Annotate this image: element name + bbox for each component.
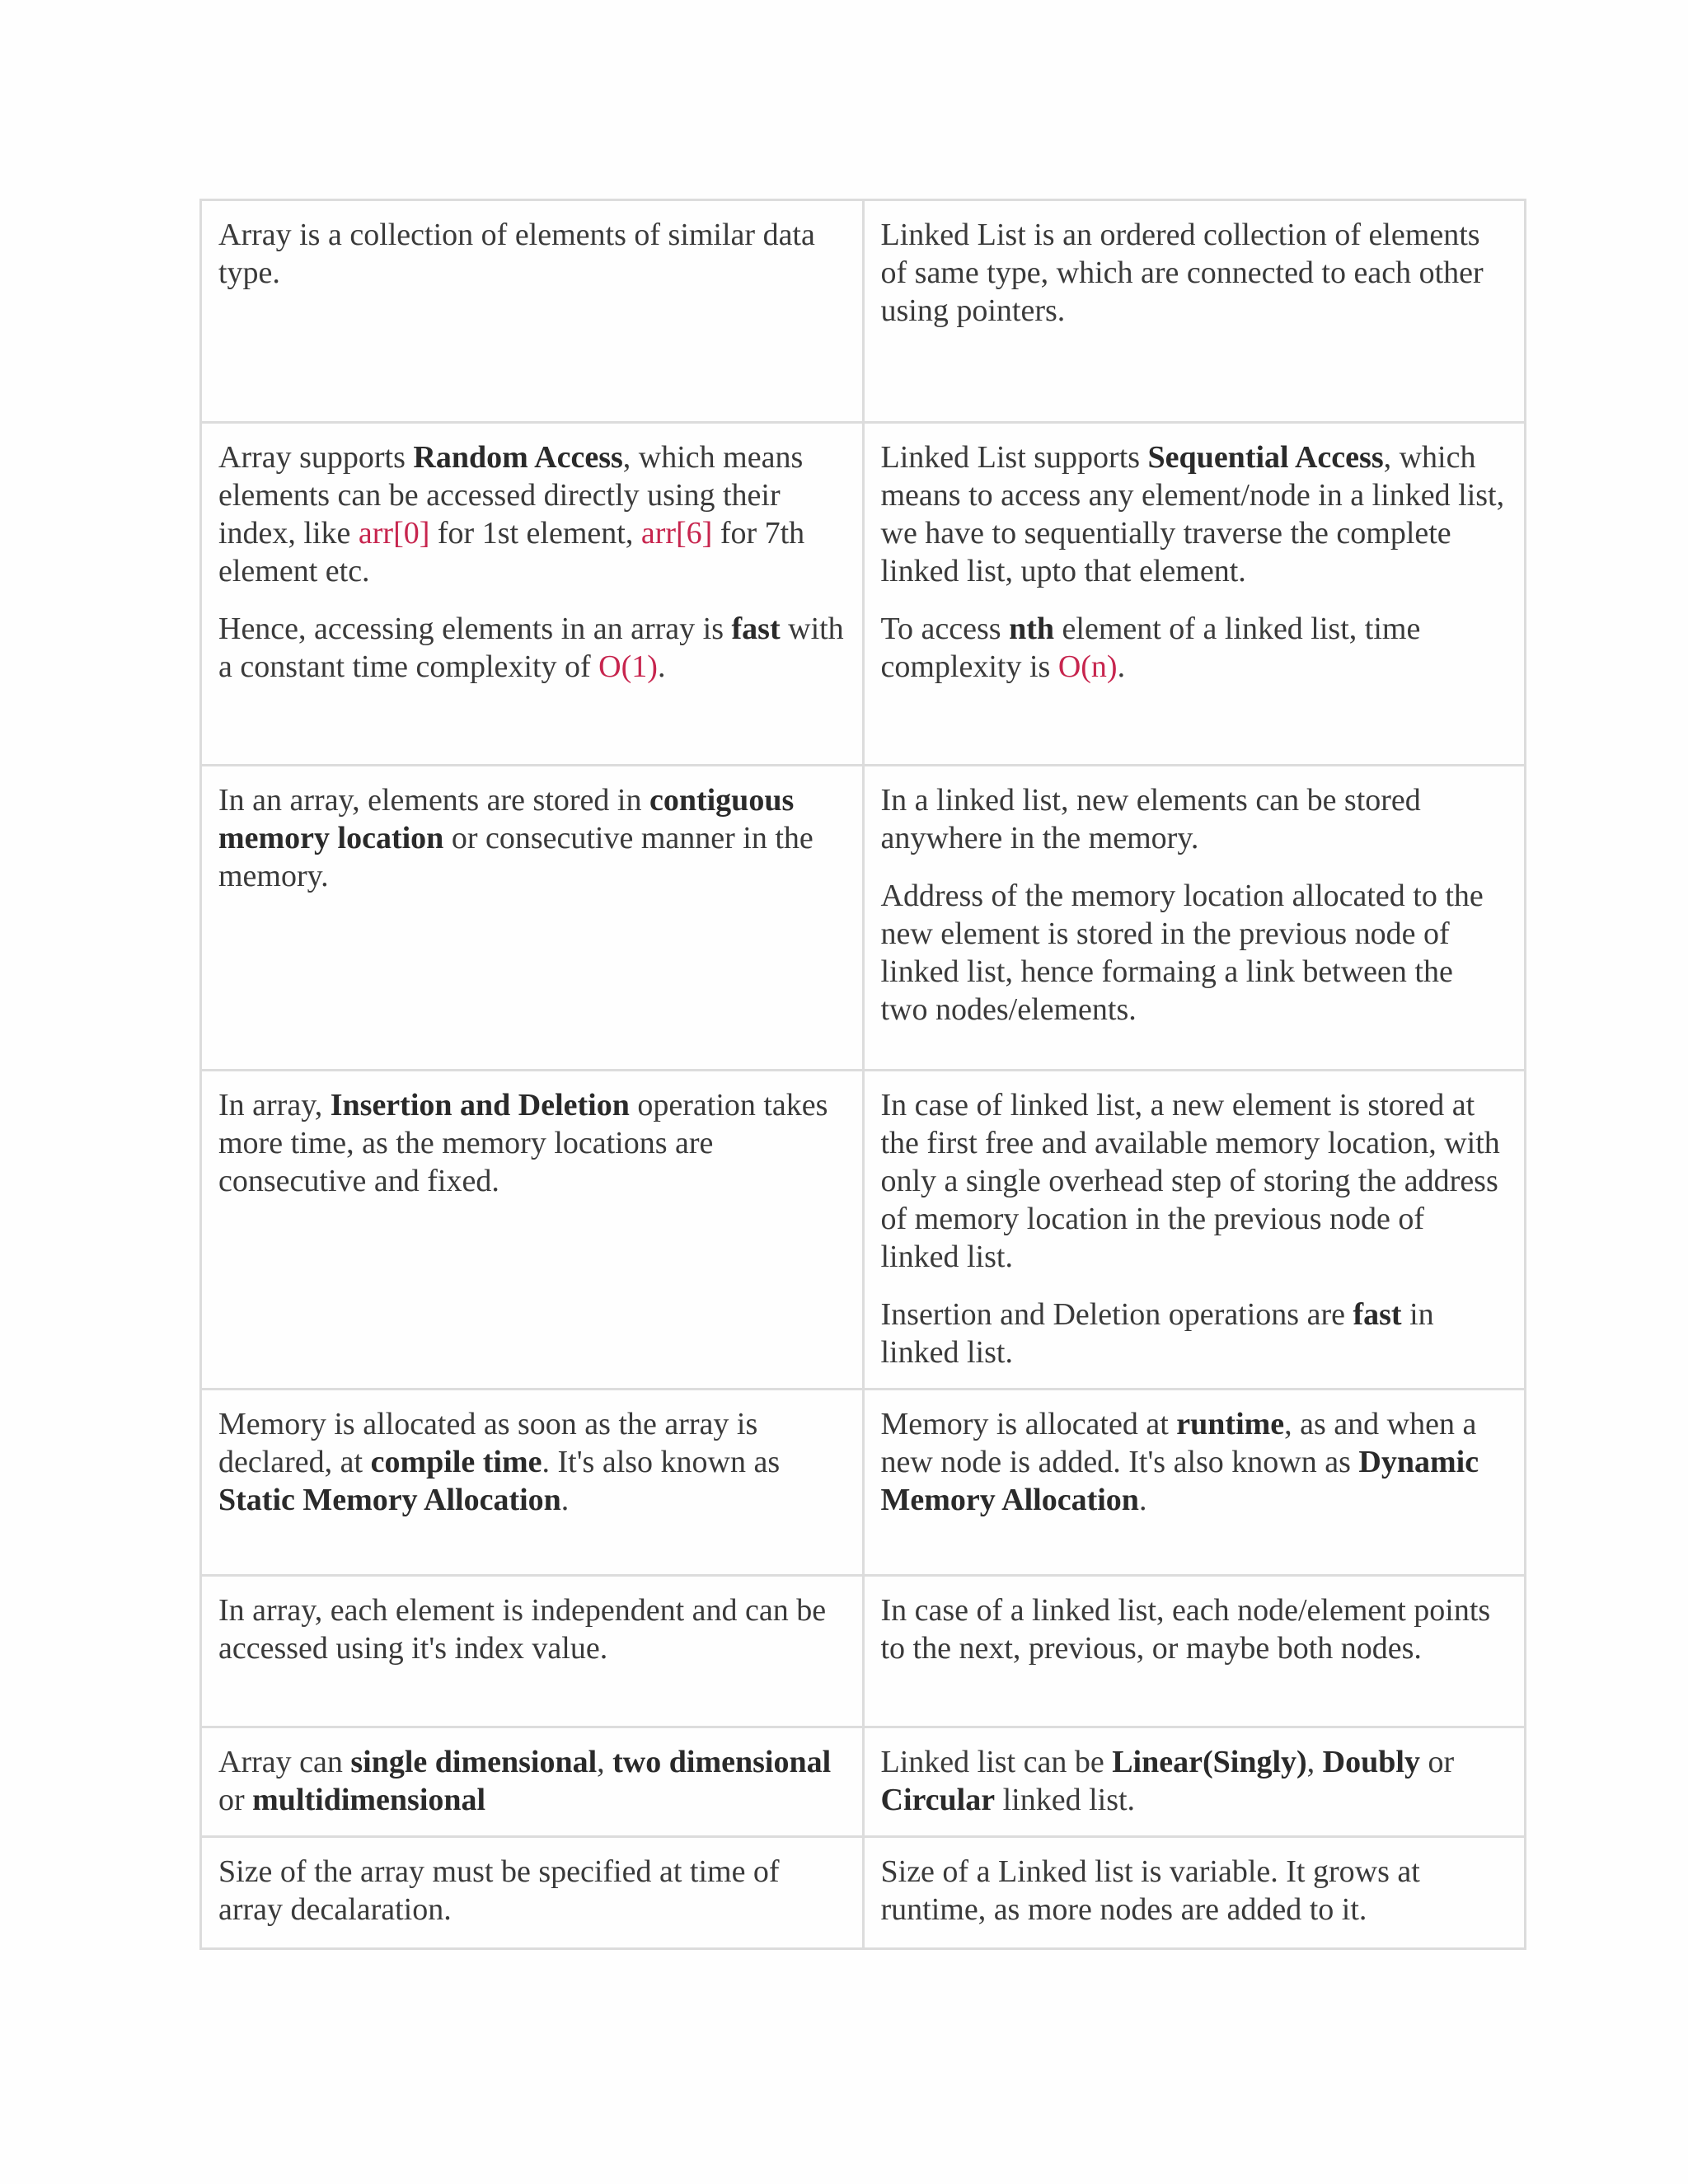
array-cell xyxy=(201,1837,864,1949)
cell-paragraph xyxy=(218,1853,846,1929)
text-segment: for 7th element etc. xyxy=(218,516,805,588)
bold-term: Random Access xyxy=(413,440,623,475)
cell-paragraph xyxy=(881,1743,1508,1819)
text-segment: , which means elements can be accessed directly using their index, like xyxy=(218,440,804,551)
cell-paragraph xyxy=(881,1591,1508,1667)
text-segment: , xyxy=(597,1745,613,1779)
text-segment: . xyxy=(560,1483,570,1517)
text-segment: , which means to access any element/node in a linked list, we have to sequentially traverse the complete linked list, upto that element. xyxy=(880,440,1505,588)
cell-paragraph xyxy=(218,1086,846,1200)
text-segment: with a constant time complexity of xyxy=(218,612,844,684)
text-segment: linked list. xyxy=(995,1783,1136,1817)
array-cell xyxy=(201,1576,864,1727)
linked-list-cell xyxy=(863,1390,1526,1576)
bold-term: multidimensional xyxy=(252,1783,486,1817)
text-segment: Size of the array must be specified at time of array decalaration. xyxy=(218,1854,780,1927)
cell-paragraph xyxy=(218,216,846,292)
linked-list-cell xyxy=(863,766,1526,1071)
cell-paragraph xyxy=(881,216,1508,330)
text-segment: Array is a collection of elements of similar data type. xyxy=(218,218,815,290)
code-text: arr[0] xyxy=(358,516,430,551)
array-cell xyxy=(201,766,864,1071)
text-segment: In an array, elements are stored in xyxy=(218,783,649,818)
array-cell xyxy=(201,1071,864,1390)
text-segment: In array, each element is independent and can be accessed using it's index value. xyxy=(218,1593,827,1666)
text-segment: or xyxy=(218,1783,253,1817)
bold-term: fast xyxy=(731,612,781,646)
text-segment: Linked List is an ordered collection of elements of same type, which are connected to each other using pointers. xyxy=(880,218,1484,328)
cell-paragraph xyxy=(881,610,1508,686)
table-row xyxy=(201,1071,1526,1390)
bold-term: single dimensional xyxy=(350,1745,598,1779)
cell-paragraph xyxy=(881,438,1508,590)
text-segment: Insertion and Deletion operations are xyxy=(880,1297,1353,1332)
table-row xyxy=(201,1727,1526,1837)
text-segment: Hence, accessing elements in an array is xyxy=(218,612,732,646)
text-segment: in linked list. xyxy=(880,1297,1434,1370)
table-row xyxy=(201,423,1526,766)
cell-paragraph xyxy=(881,877,1508,1029)
linked-list-cell xyxy=(863,1727,1526,1837)
bold-term: Static Memory Allocation xyxy=(218,1483,561,1517)
text-segment: . It's also known as xyxy=(542,1445,781,1479)
linked-list-cell xyxy=(863,1071,1526,1390)
text-segment: Array supports xyxy=(218,440,414,475)
text-segment: Array can xyxy=(218,1745,351,1779)
bold-term: contiguous memory location xyxy=(218,783,795,855)
array-cell xyxy=(201,423,864,766)
linked-list-cell xyxy=(863,200,1526,423)
cell-paragraph xyxy=(881,1086,1508,1276)
linked-list-cell xyxy=(863,1837,1526,1949)
cell-paragraph xyxy=(218,438,846,590)
text-segment: , as and when a new node is added. It's also known as xyxy=(880,1407,1477,1479)
bold-term: Dynamic Memory Allocation xyxy=(880,1445,1479,1517)
text-segment: operation takes more time, as the memory locations are consecutive and fixed. xyxy=(218,1088,828,1198)
bold-term: Linear(Singly) xyxy=(1112,1745,1307,1779)
bold-term: compile time xyxy=(370,1445,542,1479)
text-segment: Memory is allocated as soon as the array is declared, at xyxy=(218,1407,758,1479)
text-segment: for 1st element, xyxy=(429,516,641,551)
table-row xyxy=(201,1390,1526,1576)
text-segment: To access xyxy=(880,612,1010,646)
cell-paragraph xyxy=(881,781,1508,857)
linked-list-cell xyxy=(863,423,1526,766)
bold-term: runtime xyxy=(1176,1407,1285,1441)
text-segment: element of a linked list, time complexity is xyxy=(880,612,1421,684)
array-cell xyxy=(201,1390,864,1576)
comparison-table-body xyxy=(201,200,1526,1949)
text-segment: Linked List supports xyxy=(880,440,1148,475)
text-segment: or consecutive manner in the memory. xyxy=(218,821,814,893)
code-text: O(1) xyxy=(598,649,658,684)
text-segment: or xyxy=(1419,1745,1455,1779)
bold-term: Insertion and Deletion xyxy=(330,1088,630,1122)
text-segment: Linked list can be xyxy=(880,1745,1113,1779)
cell-paragraph xyxy=(218,610,846,686)
comparison-table xyxy=(199,199,1526,1950)
text-segment: In a linked list, new elements can be stored anywhere in the memory. xyxy=(880,783,1421,855)
text-segment: In case of a linked list, each node/element points to the next, previous, or maybe both nodes. xyxy=(880,1593,1491,1666)
array-cell xyxy=(201,1727,864,1837)
linked-list-cell xyxy=(863,1576,1526,1727)
cell-paragraph xyxy=(881,1405,1508,1519)
table-row xyxy=(201,1837,1526,1949)
text-segment: , xyxy=(1306,1745,1323,1779)
text-segment: In case of linked list, a new element is stored at the first free and available memory location, with only a single overhead step of storing the address of memory location in the previous node of linked list. xyxy=(880,1088,1500,1274)
cell-paragraph xyxy=(881,1296,1508,1371)
text-segment: Address of the memory location allocated to the new element is stored in the previous node of linked list, hence formaing a link between the two nodes/elements. xyxy=(880,879,1484,1027)
array-cell xyxy=(201,200,864,423)
bold-term: Sequential Access xyxy=(1147,440,1384,475)
cell-paragraph xyxy=(218,1405,846,1519)
bold-term: fast xyxy=(1353,1297,1402,1332)
text-segment: . xyxy=(1117,649,1126,684)
table-row xyxy=(201,1576,1526,1727)
text-segment: . xyxy=(657,649,666,684)
bold-term: nth xyxy=(1009,612,1055,646)
bold-term: Circular xyxy=(880,1783,996,1817)
text-segment: Size of a Linked list is variable. It grows at runtime, as more nodes are added to it. xyxy=(880,1854,1420,1927)
code-text: arr[6] xyxy=(640,516,713,551)
cell-paragraph xyxy=(218,1591,846,1667)
text-segment: In array, xyxy=(218,1088,331,1122)
cell-paragraph xyxy=(218,781,846,895)
text-segment: Memory is allocated at xyxy=(880,1407,1177,1441)
cell-paragraph xyxy=(881,1853,1508,1929)
code-text: O(n) xyxy=(1057,649,1118,684)
cell-paragraph xyxy=(218,1743,846,1819)
table-row xyxy=(201,766,1526,1071)
text-segment: . xyxy=(1138,1483,1147,1517)
bold-term: two dimensional xyxy=(612,1745,832,1779)
table-row xyxy=(201,200,1526,423)
bold-term: Doubly xyxy=(1322,1745,1420,1779)
